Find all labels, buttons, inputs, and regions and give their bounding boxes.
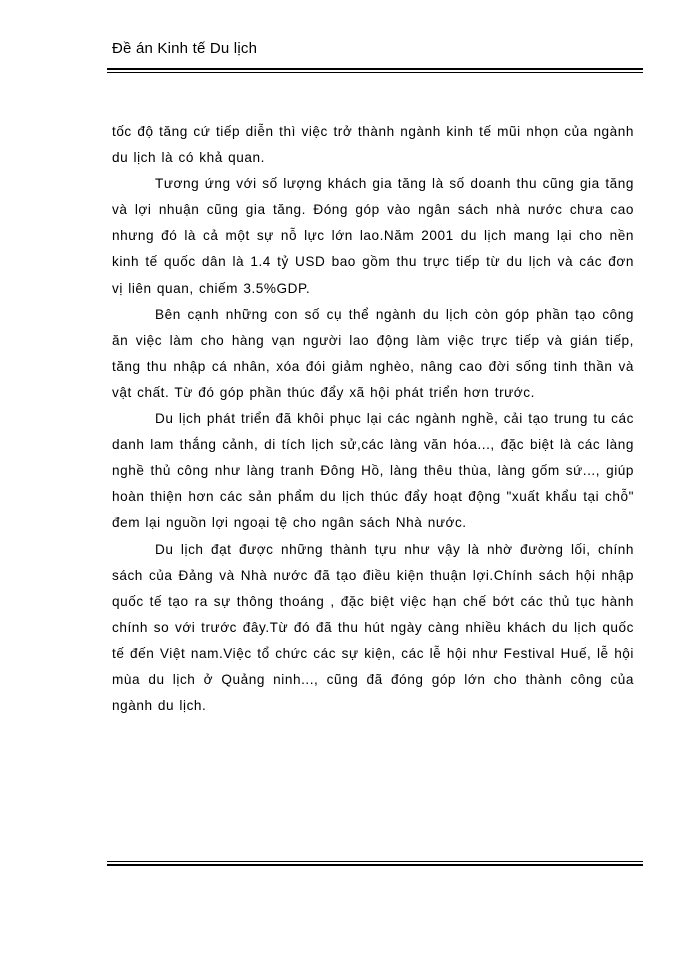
header-divider xyxy=(107,68,643,73)
paragraph: Tương ứng với số lượng khách gia tăng là số doanh thu cũng gia tăng và lợi nhuận cũng gia tăng. Đóng góp vào ngân sách nhà nước chưa cao nhưng đó là cả một sự nỗ lực lớn lao.Năm 2001 du lịch mang lại cho nền kinh tế quốc dân là 1.4 tỷ USD bao gồm thu trực tiếp từ du lịch và các đơn vị liên quan, chiếm 3.5%GDP. xyxy=(112,176,634,296)
paragraph: Du lịch phát triển đã khôi phục lại các ngành nghề, cải tạo trung tu các danh lam thắng cảnh, di tích lịch sử,các làng văn hóa..., đặc biệt là các làng nghề thủ công như làng tranh Đông Hồ, làng thêu thùa, làng gốm sứ..., giúp hoàn thiện hơn các sản phẩm du lịch thúc đẩy hoạt động "xuất khẩu tại chỗ" đem lại nguồn lợi ngoại tệ cho ngân sách Nhà nước. xyxy=(112,411,634,531)
paragraph: Bên cạnh những con số cụ thể ngành du lịch còn góp phần tạo công ăn việc làm cho hàng vạn người lao động làm việc trực tiếp và gián tiếp, tăng thu nhập cá nhân, xóa đói giảm nghèo, nâng cao đời sống tinh thần và vật chất. Từ đó góp phần thúc đẩy xã hội phát triển hơn trước. xyxy=(112,306,634,400)
document-body xyxy=(112,119,634,719)
paragraph: tốc độ tăng cứ tiếp diễn thì việc trở thành ngành kinh tế mũi nhọn của ngành du lịch là có khả quan. xyxy=(112,124,634,166)
paragraph: Du lịch đạt được những thành tựu như vậy là nhờ đường lối, chính sách của Đảng và Nhà nước đã tạo điều kiện thuận lợi.Chính sách hội nhập quốc tế tạo ra sự thông thoáng , đặc biệt việc hạn chế bớt các thủ tục hành chính so với trước đây.Từ đó đã thu hút ngày càng nhiều khách du lịch quốc tế đến Việt nam.Việc tổ chức các sự kiện, các lễ hội như Festival Huế, lễ hội mùa du lịch ở Quảng ninh..., cũng đã đóng góp lớn cho thành công của ngành du lịch. xyxy=(112,541,634,714)
footer-divider xyxy=(107,861,643,866)
page-header-title: Đề án Kinh tế Du lịch xyxy=(112,40,258,57)
